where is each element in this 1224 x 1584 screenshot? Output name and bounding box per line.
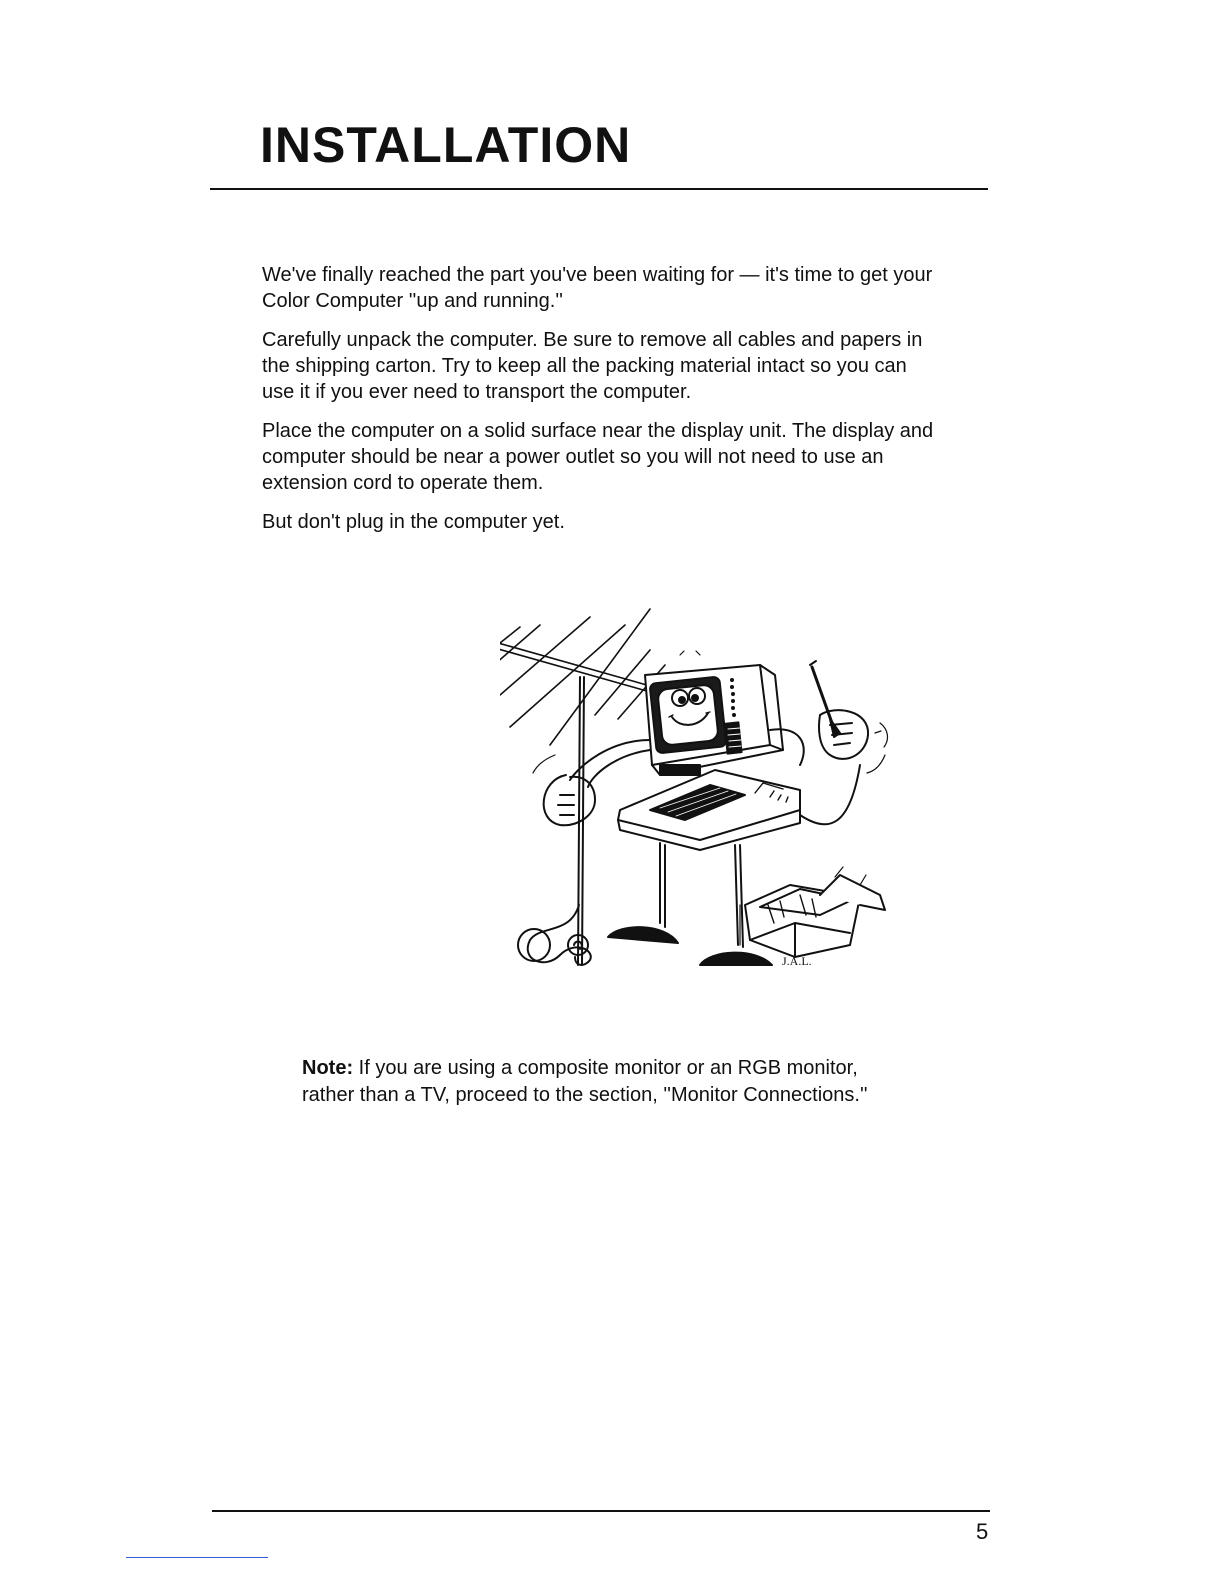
scan-artifact-line [126, 1557, 268, 1558]
note-text: If you are using a composite monitor or an RGB monitor, rather than a TV, proceed to the section, ''Monitor Connections.'' [302, 1057, 868, 1106]
paragraph-warning: But don't plug in the computer yet. [262, 511, 565, 533]
page-number: 5 [976, 1519, 989, 1544]
paragraph-placement: Place the computer on a solid surface near the display unit. The display and computer should be near a power outlet so you will not need to use an extension cord to operate them. [262, 420, 934, 494]
illustration-signature: J.A.L. [782, 954, 812, 968]
title-rule [210, 188, 988, 190]
page-title: INSTALLATION [260, 117, 632, 173]
cartoon-computer-with-antenna-icon [500, 605, 910, 985]
paragraph-intro: We've finally reached the part you've been waiting for — it's time to get your Color Computer ''up and running.'' [262, 264, 933, 312]
paragraph-unpack: Carefully unpack the computer. Be sure to remove all cables and papers in the shipping carton. Try to keep all the packing material intact so you can use it if you ever need to transport the computer. [262, 329, 923, 403]
note-paragraph [302, 1055, 902, 1109]
body-text [262, 262, 942, 548]
footer-rule [212, 1510, 990, 1512]
note-label: Note: [302, 1057, 354, 1079]
